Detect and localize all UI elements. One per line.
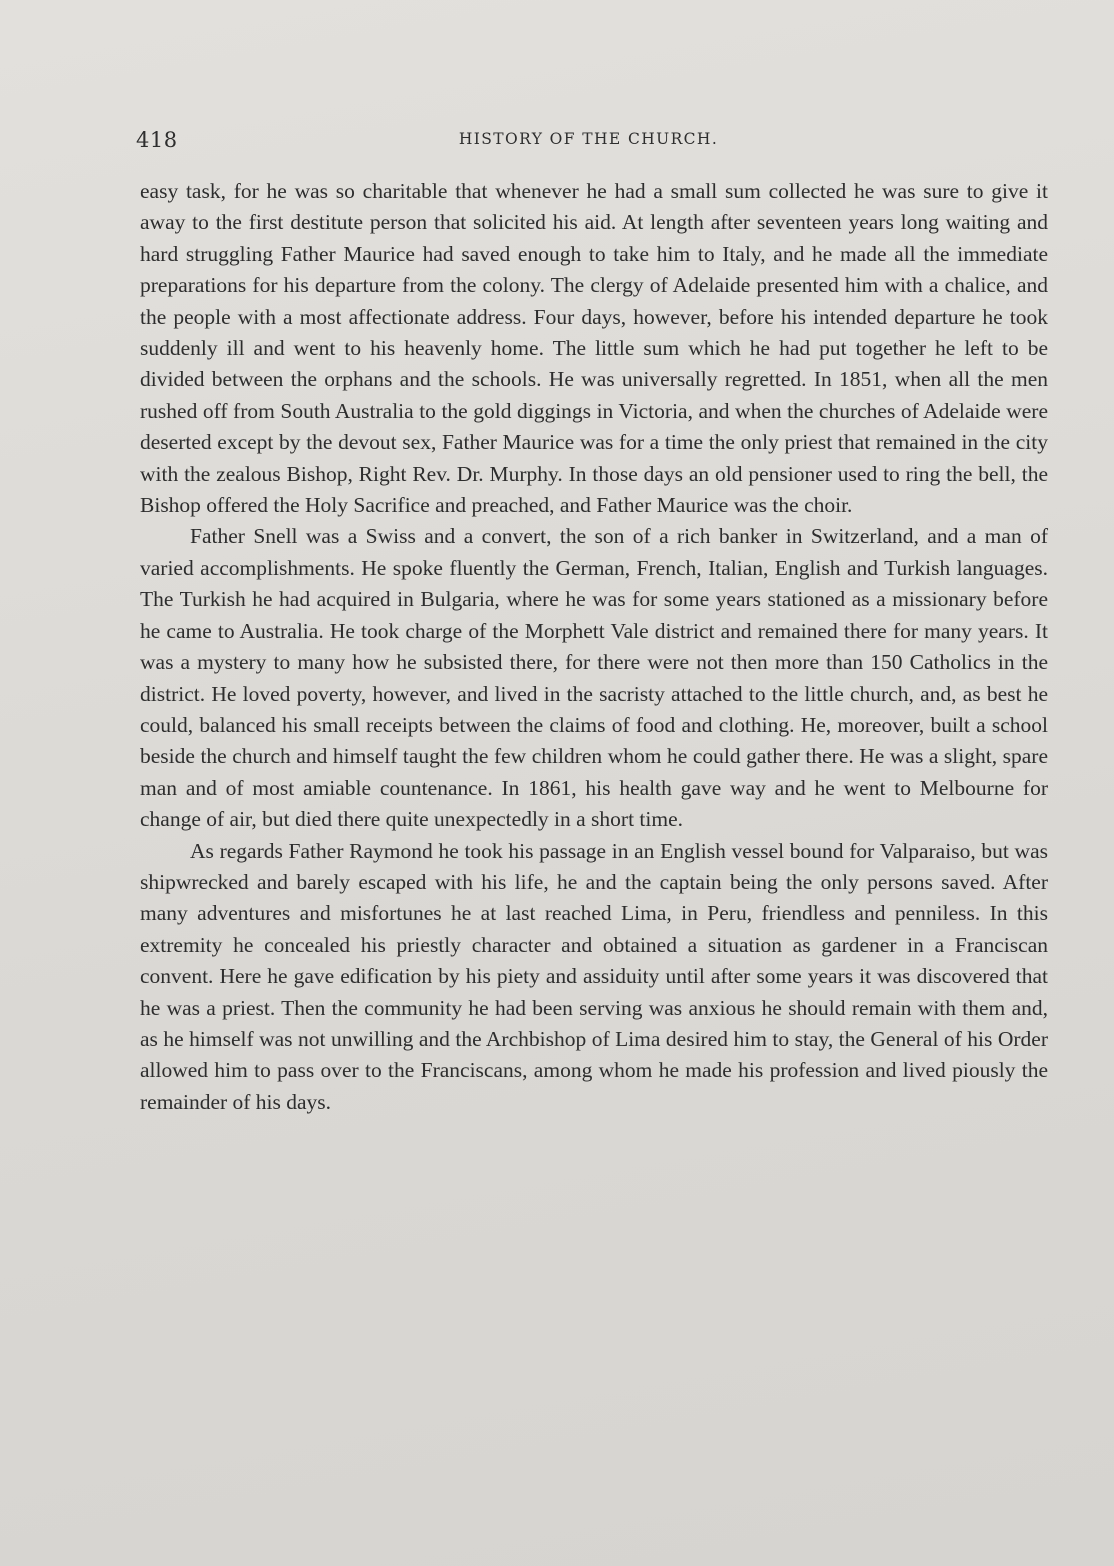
paragraph-father-raymond: As regards Father Raymond he took his passage in an English vessel bound for Valparaiso, but was shipwrecked and barely escaped with his life, he and the captain being the only persons saved. After many adventures and misfortunes he at last reached Lima, in Peru, friendless and penniless. In this extremity he concealed his priestly character and obtained a situation as gardener in a Franciscan convent. Here he gave edification by his piety and assiduity until after some years it was discovered that he was a priest. Then the community he had been serving was anxious he should remain with them and, as he himself was not unwilling and the Archbishop of Lima desired him to stay, the General of his Order allowed him to pass over to the Franciscans, among whom he made his profession and lived piously the remainder of his days. xyxy=(140,838,1048,1114)
page-number: 418 xyxy=(136,128,178,152)
paragraph-father-snell: Father Snell was a Swiss and a convert, the son of a rich banker in Switzerland, and a man of varied accomplishments. He spoke fluently the German, French, Italian, English and Turkish languages. The Turkish he had acquired in Bulgaria, where he was for some years stationed as a missionary before he came to Australia. He took charge of the Morphett Vale district and remained there for many years. It was a mystery to many how he subsisted there, for there were not then more than 150 Catholics in the district. He loved poverty, however, and lived in the sacristy attached to the little church, and, as best he could, balanced his small receipts between the claims of food and clothing. He, moreover, built a school beside the church and himself taught the few children whom he could gather there. He was a slight, spare man and of most amiable countenance. In 1861, his health gave way and he went to Melbourne for change of air, but died there quite unexpectedly in a short time. xyxy=(140,524,1048,832)
page-header xyxy=(136,128,1041,158)
paragraph-father-maurice: easy task, for he was so charitable that whenever he had a small sum collected he was sure to give it away to the first destitute person that solicited his aid. At length after seventeen years long waiting and hard struggling Father Maurice had saved enough to take him to Italy, and he made all the immediate preparations for his departure from the colony. The clergy of Adelaide presented him with a chalice, and the people with a most affectionate address. Four days, however, before his intended departure he took suddenly ill and went to his heavenly home. The little sum which he had put together he left to be divided between the orphans and the schools. He was universally regretted. In 1851, when all the men rushed off from South Australia to the gold diggings in Victoria, and when the churches of Adelaide were deserted except by the devout sex, Father Maurice was for a time the only priest that remained in the city with the zealous Bishop, Right Rev. Dr. Murphy. In those days an old pensioner used to ring the bell, the Bishop offered the Holy Sacrifice and preached, and Father Maurice was the choir. xyxy=(140,179,1048,518)
running-title: HISTORY OF THE CHURCH. xyxy=(458,130,719,148)
body-text xyxy=(140,176,1048,1118)
